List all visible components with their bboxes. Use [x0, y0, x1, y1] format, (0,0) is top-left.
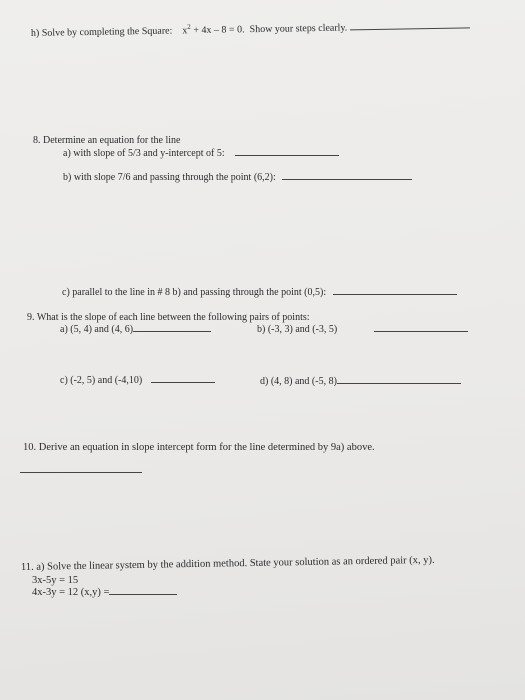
question-8b-text: b) with slope 7/6 and passing through the point (6,2): [63, 172, 276, 183]
question-h [31, 20, 470, 40]
answer-blank-11[interactable] [109, 594, 177, 595]
question-9d [260, 376, 461, 388]
question-8b [63, 172, 412, 184]
question-9-title: 9. What is the slope of each line between the following pairs of points: [27, 312, 310, 323]
answer-blank-9d[interactable] [337, 383, 461, 384]
question-9b [257, 324, 468, 336]
question-8-title: 8. Determine an equation for the line [33, 135, 181, 146]
question-9c [60, 375, 215, 387]
question-8c [62, 287, 457, 299]
system-equation-1: 3x-5y = 15 [32, 575, 79, 586]
equation-rest: + 4x – 8 = 0. [190, 24, 245, 37]
question-9c-text: c) (-2, 5) and (-4,10) [60, 375, 143, 386]
system-equation-2-text: 4x-3y = 12 [32, 587, 79, 598]
answer-blank-10[interactable] [20, 472, 142, 473]
question-9a-text: a) (5, 4) and (4, 6) [60, 324, 134, 335]
answer-blank-8b[interactable] [282, 179, 412, 180]
answer-blank-9c[interactable] [151, 382, 215, 383]
question-9d-text: d) (4, 8) and (-5, 8) [260, 376, 337, 387]
question-10-title: 10. Derive an equation in slope intercept form for the line determined by 9a) above. [23, 442, 375, 453]
equation-exponent: 2 [187, 22, 191, 31]
answer-blank-9a[interactable] [133, 331, 211, 332]
question-9b-text: b) (-3, 3) and (-3, 5) [257, 324, 338, 335]
answer-blank-8a[interactable] [235, 155, 339, 156]
question-8a-text: a) with slope of 5/3 and y-intercept of 5: [63, 148, 225, 159]
ordered-pair-label: (x,y) = [80, 587, 110, 598]
question-h-prefix: h) Solve by completing the Square: [30, 25, 173, 39]
question-11-title: 11. a) Solve the linear system by the addition method. State your solution as an ordered pair (x, y). [20, 554, 435, 573]
answer-blank-8c[interactable] [333, 294, 457, 295]
question-8a [63, 148, 339, 160]
question-9a [60, 324, 211, 336]
equation-x: x [182, 25, 188, 37]
answer-blank-h[interactable] [350, 27, 470, 30]
question-8c-text: c) parallel to the line in # 8 b) and passing through the point (0,5): [62, 287, 327, 298]
question-h-suffix: Show your steps clearly. [249, 22, 348, 36]
system-equation-2 [32, 587, 177, 599]
answer-blank-9b[interactable] [374, 331, 468, 332]
